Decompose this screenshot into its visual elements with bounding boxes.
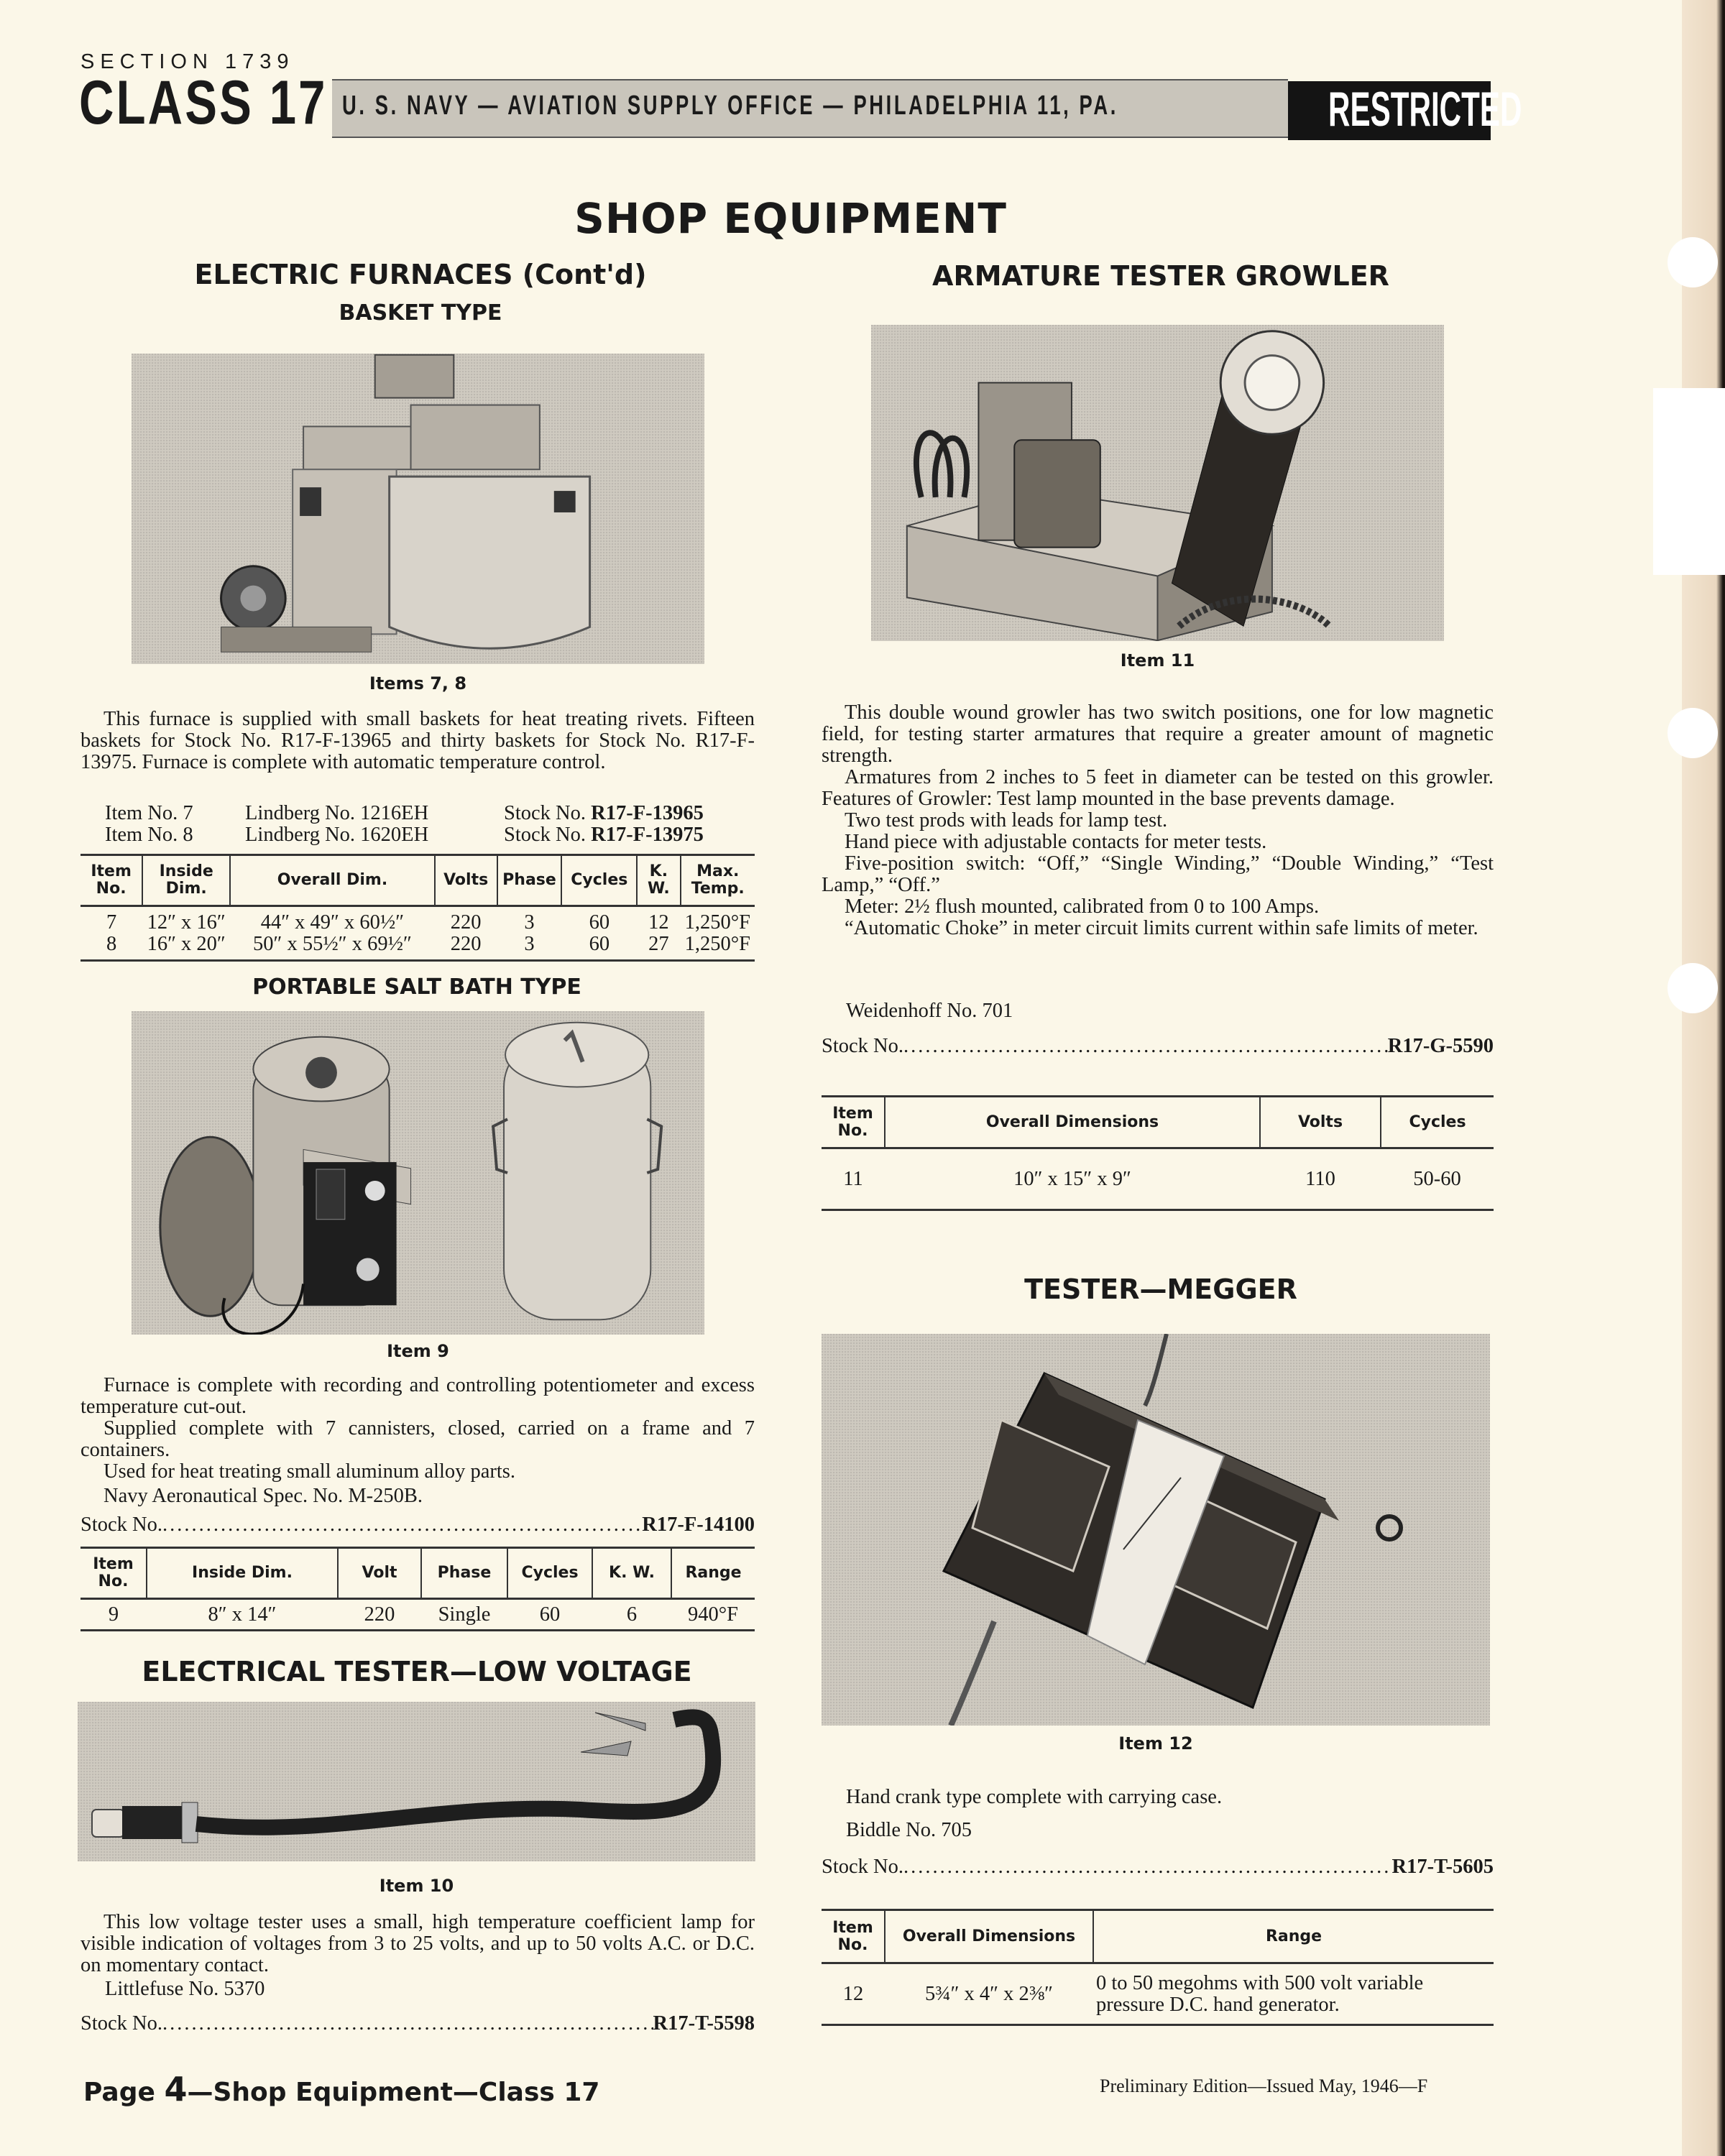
photo-basket-furnace bbox=[132, 354, 704, 664]
salt-bath-stock-line bbox=[80, 1514, 755, 1537]
maker-number: Littlefuse No. 5370 bbox=[105, 1978, 265, 2000]
stock-number: R17-F-14100 bbox=[642, 1514, 755, 1536]
col-inside-dim: Inside Dim. bbox=[142, 855, 230, 906]
cell: 220 bbox=[450, 932, 482, 955]
cell: 6 bbox=[626, 1603, 638, 1626]
cell: 7 bbox=[106, 911, 117, 934]
col-volts: Volts bbox=[435, 855, 497, 906]
heading-portable-salt-bath: PORTABLE SALT BATH TYPE bbox=[252, 975, 581, 1000]
photo-armature-growler bbox=[871, 325, 1444, 641]
caption-item-9: Item 9 bbox=[387, 1341, 449, 1361]
stock-label: Stock No. bbox=[504, 802, 586, 824]
cell: 1,250°F bbox=[684, 932, 750, 955]
stock-label: Stock No. bbox=[504, 824, 586, 846]
cell: 60 bbox=[589, 932, 610, 955]
maker-number: Lindberg No. 1216EH bbox=[245, 802, 429, 824]
growler-description bbox=[822, 702, 1494, 939]
description-paragraph: Supplied complete with 7 cannisters, closed, carried on a frame and 7 containers. bbox=[80, 1417, 755, 1461]
col-kw: K. W. bbox=[592, 1548, 671, 1599]
growler-illustration bbox=[871, 325, 1444, 641]
cell: 12″ x 16″ bbox=[147, 911, 226, 934]
item-number: Item No. 8 bbox=[105, 824, 193, 846]
maker-number: Lindberg No. 1620EH bbox=[245, 824, 429, 846]
heading-electrical-tester-low-voltage: ELECTRICAL TESTER—LOW VOLTAGE bbox=[142, 1656, 692, 1687]
heading-electric-furnaces: ELECTRIC FURNACES (Cont'd) bbox=[194, 259, 647, 290]
cell: 110 bbox=[1305, 1167, 1335, 1190]
description-paragraph: This double wound growler has two switch positions, one for low magnetic field, for testing starter armatures that require a greater amount of magnetic strength. bbox=[822, 701, 1494, 767]
col-overall-dim: Overall Dim. bbox=[230, 855, 435, 906]
col-max-temp: Max. Temp. bbox=[681, 855, 755, 906]
cell: 940°F bbox=[688, 1603, 738, 1626]
binder-hole bbox=[1668, 708, 1718, 758]
heading-armature-tester-growler: ARMATURE TESTER GROWLER bbox=[932, 260, 1389, 292]
col-cycles: Cycles bbox=[561, 855, 637, 906]
cell: 16″ x 20″ bbox=[147, 932, 226, 955]
cell: 60 bbox=[539, 1603, 561, 1626]
megger-description: Hand crank type complete with carrying case. bbox=[846, 1786, 1223, 1808]
binder-edge bbox=[1682, 0, 1725, 2156]
low-voltage-stock-line bbox=[80, 2012, 755, 2035]
cell: 12 bbox=[842, 1982, 864, 2005]
stock-number: R17-F-13965 bbox=[591, 802, 704, 824]
cell: 220 bbox=[364, 1603, 395, 1626]
binder-hole bbox=[1668, 963, 1718, 1013]
cell: 8″ x 14″ bbox=[208, 1603, 277, 1626]
photo-low-voltage-tester bbox=[78, 1702, 755, 1861]
cell: 3 bbox=[524, 911, 535, 934]
binder-slot bbox=[1653, 388, 1725, 575]
subheading-basket-type: BASKET TYPE bbox=[339, 300, 502, 326]
salt-bath-description bbox=[80, 1375, 755, 1507]
page-title: SHOP EQUIPMENT bbox=[574, 194, 1007, 243]
stock-label: Stock No. bbox=[822, 1035, 903, 1057]
header-band-text: U. S. NAVY — AVIATION SUPPLY OFFICE — PHILADELPHIA 11, PA. bbox=[342, 91, 1118, 121]
cell: 60 bbox=[589, 911, 610, 934]
cell: 3 bbox=[524, 932, 535, 955]
furnace-description: This furnace is supplied with small baskets for heat treating rivets. Fifteen baskets for Stock No. R17-F-13965 and thirty baskets for Stock No. R17-F-13975. Furnace is complete with automatic temperature control. bbox=[80, 708, 755, 773]
section-label: SECTION 1739 bbox=[80, 50, 295, 73]
stock-label: Stock No. bbox=[80, 2012, 162, 2035]
col-item-no: Item No. bbox=[93, 1555, 134, 1590]
table-row bbox=[822, 1963, 1494, 2025]
table-header-row bbox=[822, 1097, 1494, 1148]
restricted-label: RESTRICTED bbox=[1328, 82, 1522, 137]
footer-page-prefix: Page bbox=[83, 2078, 165, 2107]
cell: 8 bbox=[106, 932, 117, 955]
col-item-no: Item No. bbox=[91, 862, 132, 898]
leader-dots bbox=[903, 1035, 1388, 1058]
cell: 5¾″ x 4″ x 2⅜″ bbox=[924, 1982, 1054, 2005]
heading-tester-megger: TESTER—MEGGER bbox=[1024, 1273, 1297, 1305]
megger-illustration bbox=[822, 1334, 1490, 1726]
stock-label: Stock No. bbox=[80, 1514, 162, 1536]
description-paragraph: Used for heat treating small aluminum alloy parts. bbox=[104, 1460, 516, 1483]
megger-spec-table bbox=[822, 1909, 1494, 2026]
furnace-item-row bbox=[105, 824, 704, 846]
description-paragraph: Five-position switch: “Off,” “Single Winding,” “Double Winding,” “Test Lamp,” “Off.” bbox=[822, 852, 1494, 896]
cell: Single bbox=[438, 1603, 491, 1626]
stock-number: R17-G-5590 bbox=[1387, 1035, 1494, 1057]
cell: 220 bbox=[450, 911, 482, 934]
cell: 1,250°F bbox=[684, 911, 750, 934]
item-number: Item No. 7 bbox=[105, 802, 193, 824]
col-cycles: Cycles bbox=[507, 1548, 592, 1599]
table-header-row bbox=[822, 1910, 1494, 1963]
cell: 50-60 bbox=[1413, 1167, 1461, 1190]
cell: 12 bbox=[648, 911, 669, 934]
col-item-no: Item No. bbox=[832, 1104, 873, 1140]
footer-page-suffix: —Shop Equipment—Class 17 bbox=[187, 2078, 600, 2107]
growler-spec-table bbox=[822, 1095, 1494, 1211]
col-kw: K. W. bbox=[637, 855, 680, 906]
table-header-row bbox=[80, 1548, 755, 1599]
table-row bbox=[80, 906, 755, 934]
cell: 44″ x 49″ x 60½″ bbox=[260, 911, 405, 934]
table-header-row bbox=[80, 855, 755, 906]
stock-number: R17-T-5605 bbox=[1392, 1856, 1494, 1878]
col-inside-dim: Inside Dim. bbox=[147, 1548, 338, 1599]
cell: 50″ x 55½″ x 69½″ bbox=[253, 932, 412, 955]
page-number: 4 bbox=[164, 2070, 188, 2109]
photo-megger bbox=[822, 1334, 1490, 1726]
class-label: CLASS 17 bbox=[79, 68, 328, 137]
col-phase: Phase bbox=[421, 1548, 507, 1599]
growler-stock-line bbox=[822, 1035, 1494, 1058]
furnace-spec-table bbox=[80, 854, 755, 962]
table-row bbox=[80, 934, 755, 961]
col-overall-dimensions: Overall Dimensions bbox=[885, 1097, 1260, 1148]
stock-number: R17-F-13975 bbox=[591, 824, 704, 846]
caption-item-11: Item 11 bbox=[1120, 650, 1195, 671]
cell: 0 to 50 megohms with 500 volt variable pressure D.C. hand generator. bbox=[1096, 1971, 1424, 2016]
cell: 9 bbox=[108, 1603, 119, 1626]
leader-dots bbox=[162, 1514, 642, 1537]
salt-bath-illustration bbox=[132, 1011, 704, 1335]
leader-dots bbox=[903, 1856, 1392, 1879]
col-overall-dimensions: Overall Dimensions bbox=[885, 1910, 1093, 1963]
furnace-illustration bbox=[132, 354, 704, 664]
stock-label: Stock No. bbox=[822, 1856, 903, 1878]
description-paragraph: “Automatic Choke” in meter circuit limits current within safe limits of meter. bbox=[845, 917, 1478, 939]
caption-item-10: Item 10 bbox=[379, 1876, 454, 1896]
col-range: Range bbox=[671, 1548, 755, 1599]
col-item-no: Item No. bbox=[832, 1918, 873, 1954]
spec-number: Navy Aeronautical Spec. No. M-250B. bbox=[104, 1485, 423, 1507]
col-range: Range bbox=[1093, 1910, 1494, 1963]
page-footer-label bbox=[83, 2070, 599, 2109]
description-paragraph: Two test prods with leads for lamp test. bbox=[845, 809, 1168, 831]
col-cycles: Cycles bbox=[1381, 1097, 1494, 1148]
binder-hole bbox=[1668, 237, 1718, 287]
description-paragraph: Meter: 2½ flush mounted, calibrated from 0 to 100 Amps. bbox=[845, 895, 1320, 918]
description-paragraph: Hand piece with adjustable contacts for meter tests. bbox=[845, 831, 1267, 853]
col-volt: Volt bbox=[338, 1548, 421, 1599]
maker-number: Weidenhoff No. 701 bbox=[846, 1000, 1013, 1022]
cell: 11 bbox=[843, 1167, 863, 1190]
cell: 27 bbox=[648, 932, 669, 955]
stock-number: R17-T-5598 bbox=[653, 2012, 755, 2035]
salt-bath-spec-table bbox=[80, 1547, 755, 1631]
table-row bbox=[822, 1148, 1494, 1210]
edition-note: Preliminary Edition—Issued May, 1946—F bbox=[1100, 2076, 1428, 2096]
maker-number: Biddle No. 705 bbox=[846, 1819, 972, 1841]
low-voltage-description: This low voltage tester uses a small, high temperature coefficient lamp for visible indication of voltages from 3 to 25 volts, and up to 50 volts A.C. or D.C. on momentary contact. bbox=[80, 1911, 755, 1976]
megger-stock-line bbox=[822, 1856, 1494, 1879]
col-phase: Phase bbox=[497, 855, 562, 906]
photo-salt-bath-furnace bbox=[132, 1011, 704, 1335]
caption-item-12: Item 12 bbox=[1118, 1733, 1193, 1754]
cell: 10″ x 15″ x 9″ bbox=[1013, 1167, 1131, 1190]
low-voltage-tester-illustration bbox=[78, 1702, 755, 1861]
furnace-item-row bbox=[105, 803, 704, 824]
leader-dots bbox=[162, 2012, 653, 2035]
description-paragraph: Furnace is complete with recording and controlling potentiometer and excess temperature cut-out. bbox=[80, 1374, 755, 1418]
furnace-item-list bbox=[105, 803, 704, 846]
description-paragraph: Armatures from 2 inches to 5 feet in diameter can be tested on this growler. Features of Growler: Test lamp mounted in the base prevents damage. bbox=[822, 766, 1494, 810]
caption-items-7-8: Items 7, 8 bbox=[369, 673, 467, 694]
col-volts: Volts bbox=[1260, 1097, 1381, 1148]
table-row bbox=[80, 1599, 755, 1631]
